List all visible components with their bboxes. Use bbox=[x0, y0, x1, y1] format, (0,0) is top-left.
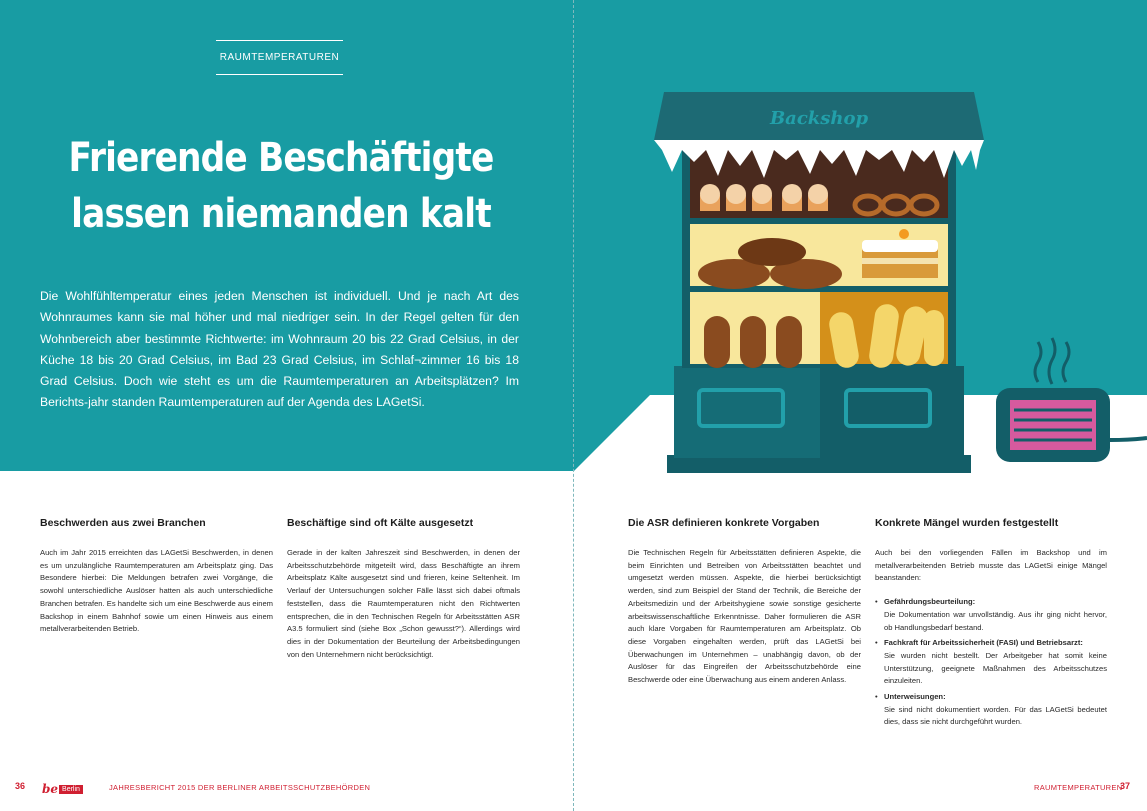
shop-sign: Backshop bbox=[769, 108, 869, 129]
logo-berlin-box: Berlin bbox=[59, 785, 83, 794]
deficiency-list bbox=[875, 596, 1107, 729]
column-3-text: Die Technischen Regeln für Arbeitsstätten definieren Aspekte, die beim Einrichten und Betreiben von Arbeitsstätten beachtet und umgesetzt werden müssen. Aspekte, die hierbei berücksichtigt werden, sind zum Beispiel der Stand der Technik, die Bereiche der Arbeitsmedizin und der Arbeitshygiene sowie sonstige gesicherte arbeitswissenschaftliche Erkenntnisse. Daher formulieren die ASR auch klare Vorgaben für Raumtemperaturen am Arbeitsplatz. Ob diese Vorgaben eingehalten werden, prüft das LAGetSi bei Überwachungen im Unternehmen – unabhängig davon, ob der Auslöser für das Eingreifen der Arbeitsschutzbehörde eine Beschwerde oder eine Überwachung aus einem anderen Anlass. bbox=[628, 548, 861, 685]
column-1-heading: Beschwerden aus zwei Branchen bbox=[40, 517, 206, 529]
intro-paragraph: Die Wohlfühltemperatur eines jeden Menschen ist individuell. Und je nach Art des Wohnraumes kann sie mal höher und mal niedriger sein. In der Regel gelten für den Wohnbereich aber bestimmte Richtwerte: im Wohnraum 20 bis 22 Grad Celsius, in der Küche 18 bis 20 Grad Celsius, im Bad 23 Grad Celsius, im Schlaf¬zimmer 16 bis 18 Grad Celsius. Doch wie steht es um die Raumtemperaturen an Arbeitsplätzen? Im Berichts-jahr standen Raumtemperaturen auf der Agenda des LAGetSi. bbox=[40, 289, 519, 410]
column-1 bbox=[40, 516, 273, 636]
list-item bbox=[875, 691, 1107, 729]
list-item-text: Die Dokumentation war unvollständig. Aus ihr ging nicht hervor, ob Handlungsbedarf bestand. bbox=[884, 609, 1107, 632]
list-item-text: Sie wurden nicht bestellt. Der Arbeitgeber hat somit keine Unterstützung, geeignete Maßnahmen des Arbeitsschutzes einzuleiten. bbox=[884, 650, 1107, 686]
section-kicker: RAUMTEMPERATUREN bbox=[216, 40, 343, 75]
headline-line-1: Frierende Beschäftigte bbox=[68, 135, 494, 181]
column-3-heading: Die ASR definieren konkrete Vorgaben bbox=[628, 517, 820, 529]
column-2-text: Gerade in der kalten Jahreszeit sind Beschwerden, in denen der Arbeitsschutzbehörde mitgeteilt wird, dass Beschäftigte an ihrem Arbeitsplatz Kälte ausgesetzt sind und frieren, keine Seltenheit. Im Verlauf der Untersuchungen solcher Fälle lässt sich dabei oftmals feststellen, dass die Raumtemperaturen nicht den Richtwerten entsprechen, die in den Technischen Regeln für Arbeitsstätten ASR A3.5 formuliert sind (siehe Box „Schon gewusst?“). Allerdings wird dies in der Dokumentation der Beurteilung der Arbeitsbedingungen von den Unternehmern nicht berücksichtigt. bbox=[287, 548, 520, 659]
baguettes-brown bbox=[704, 316, 802, 368]
list-item-text: Sie sind nicht dokumentiert worden. Für das LAGetSi bedeutet dies, dass sie nicht durchgeführt wurden. bbox=[884, 704, 1107, 727]
page-headline bbox=[40, 130, 522, 242]
heat-waves-icon bbox=[1035, 338, 1069, 384]
heater-icon bbox=[996, 388, 1147, 462]
page-number-left: 36 bbox=[15, 781, 26, 791]
list-item-title: • Fachkraft für Arbeitssicherheit (FASI) und Betriebsarzt: bbox=[884, 638, 1083, 648]
page-number-right: 37 bbox=[1120, 781, 1131, 791]
list-item-title: • Unterweisungen: bbox=[884, 692, 946, 702]
logo-be: be bbox=[42, 782, 59, 796]
column-2 bbox=[287, 516, 520, 661]
footer-section-name: RAUMTEMPERATUREN bbox=[1034, 783, 1123, 792]
column-3 bbox=[628, 516, 861, 687]
list-item bbox=[875, 596, 1107, 634]
headline-line-2: lassen niemanden kalt bbox=[71, 191, 491, 237]
column-4 bbox=[875, 516, 1107, 732]
column-4-text: Auch bei den vorliegenden Fällen im Backshop und im metallverarbeitenden Betrieb musste das LAGetSi einige Mängel beanstanden: bbox=[875, 548, 1107, 583]
list-item-title: • Gefährdungsbeurteilung: bbox=[884, 597, 976, 607]
column-4-heading: Konkrete Mängel wurden festgestellt bbox=[875, 517, 1059, 529]
list-item bbox=[875, 637, 1107, 688]
berlin-logo bbox=[42, 780, 83, 794]
column-1-text: Auch im Jahr 2015 erreichten das LAGetSi Beschwerden, in denen es um unzulängliche Raumtemperaturen am Arbeitsplatz ging. Das Besondere hierbei: Die Meldungen betrafen zwei Vorgänge, die sowohl unterschiedliche Auslöser hatten als auch unterschiedliche Branchen betrafen. Es handelte sich um eine Beschwerde aus einem Backshop in einem Bahnhof sowie um einen Hinweis aus einem metallverarbeitenden Betrieb. bbox=[40, 548, 273, 634]
backshop-illustration bbox=[574, 0, 1147, 480]
footer-publication-title: JAHRESBERICHT 2015 DER BERLINER ARBEITSSCHUTZBEHÖRDEN bbox=[109, 783, 371, 792]
column-2-heading: Beschäftige sind oft Kälte ausgesetzt bbox=[287, 517, 474, 529]
